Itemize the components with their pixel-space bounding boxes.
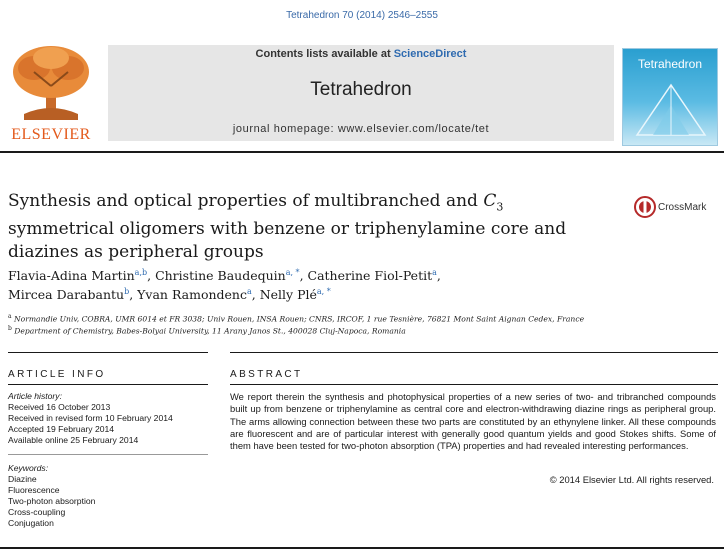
abstract-heading: ABSTRACT — [230, 369, 303, 380]
journal-masthead — [0, 34, 724, 144]
author-name[interactable]: Christine Baudequin — [155, 268, 286, 283]
journal-name: Tetrahedron — [310, 79, 412, 100]
contents-lists-line — [108, 48, 614, 60]
publisher-wordmark: ELSEVIER — [11, 126, 91, 143]
affiliation-a: $^a$ Normandie Univ, COBRA, UMR 6014 et FR 3038; Univ Rouen, INSA Rouen; CNRS, IRCOF, 1 rue Tesnière, 76821 Mont Saint Aignan Cedex, France — [8, 313, 585, 324]
abstract-body: We report therein the synthesis and photophysical properties of a new series of two- and tribranched compounds built up from benzene or triphenylamine as central core and electron-withdrawing diazine rings as peripheral group. The arms allowing connection between these two parts are constituted by an ethynylene linker. All these compounds are fluorescent and are of particular interest with generally good quantum yields and good Stokes shifts. Some of them have been tested for two-photon absorption (TPA) properties and had revealed interesting performances. — [230, 391, 716, 452]
author-name[interactable]: Flavia-Adina Martin — [8, 268, 135, 283]
cover-title: Tetrahedron — [637, 57, 703, 71]
crossmark-button[interactable] — [634, 196, 724, 222]
elsevier-tree-logo[interactable] — [4, 42, 98, 138]
article-title — [8, 190, 598, 264]
keyword-item: Two-photon absorption — [8, 496, 96, 506]
article-info-top-rule — [8, 352, 208, 353]
crossmark-icon — [634, 196, 656, 218]
history-label: Article history: — [8, 391, 62, 401]
author-list: Flavia-Adina Martin$^{a,b}$, Christine Baudequin$^{a, *}$, Catherine Fiol-Petit$^a$, Mircea Darabantu$^b$, Yvan Ramondenc$^a$, Nelly Plé$^{a, *}$ — [8, 267, 441, 302]
history-item: Accepted 19 February 2014 — [8, 424, 115, 434]
journal-homepage[interactable]: journal homepage: www.elsevier.com/locate/tet — [232, 123, 490, 135]
author-name[interactable]: Catherine Fiol-Petit — [307, 268, 433, 283]
journal-reference[interactable]: Tetrahedron 70 (2014) 2546–2555 — [286, 10, 438, 21]
history-item: Available online 25 February 2014 — [8, 435, 139, 445]
article-info-heading: ARTICLE INFO — [8, 369, 106, 380]
keywords-rule — [8, 454, 208, 455]
journal-cover-thumbnail[interactable] — [622, 48, 718, 146]
title-part1: Synthesis and optical properties of multibranched and — [8, 191, 484, 211]
history-item: Received 16 October 2013 — [8, 402, 111, 412]
author-affil-mark[interactable]: a — [246, 286, 252, 296]
keyword-item: Conjugation — [8, 518, 54, 528]
author-name[interactable]: Nelly Plé — [259, 287, 317, 302]
keywords — [8, 463, 218, 529]
author-name[interactable]: Yvan Ramondenc — [137, 287, 247, 302]
author-affil-mark[interactable]: a,b — [134, 267, 148, 277]
title-line2: symmetrical oligomers with benzene or triphenylamine core and — [8, 219, 567, 240]
copyright-notice: © 2014 Elsevier Ltd. All rights reserved. — [549, 474, 714, 485]
cover-artwork — [623, 75, 719, 147]
sciencedirect-link[interactable]: ScienceDirect — [393, 48, 467, 60]
keywords-label: Keywords: — [8, 463, 49, 473]
keyword-item: Diazine — [8, 474, 37, 484]
author-affil-mark[interactable]: b — [124, 286, 130, 296]
history-item: Received in revised form 10 February 2014 — [8, 413, 173, 423]
abstract-top-rule — [230, 352, 718, 353]
article-history — [8, 391, 218, 446]
crossmark-label: CrossMark — [658, 202, 707, 213]
contents-prefix: Contents lists available at — [255, 48, 394, 60]
title-c3: $C_3$ — [483, 191, 504, 214]
abstract-rule — [230, 384, 718, 385]
author-affil-mark[interactable]: a, * — [285, 267, 300, 277]
masthead-divider — [0, 151, 724, 153]
author-affil-mark[interactable]: a — [432, 267, 437, 277]
affiliation-b: $^b$ Department of Chemistry, Babes-Bolyai University, 11 Arany Janos St., 400028 Cluj-Napoca, Romania — [8, 325, 406, 336]
author-affil-mark[interactable]: a, * — [316, 286, 331, 296]
masthead-center-box — [108, 45, 614, 141]
title-line3: diazines as peripheral groups — [8, 242, 264, 263]
article-info-rule — [8, 384, 208, 385]
keyword-item: Fluorescence — [8, 485, 60, 495]
bottom-rule — [0, 547, 724, 549]
author-name[interactable]: Mircea Darabantu — [8, 287, 125, 302]
keyword-item: Cross-coupling — [8, 507, 66, 517]
